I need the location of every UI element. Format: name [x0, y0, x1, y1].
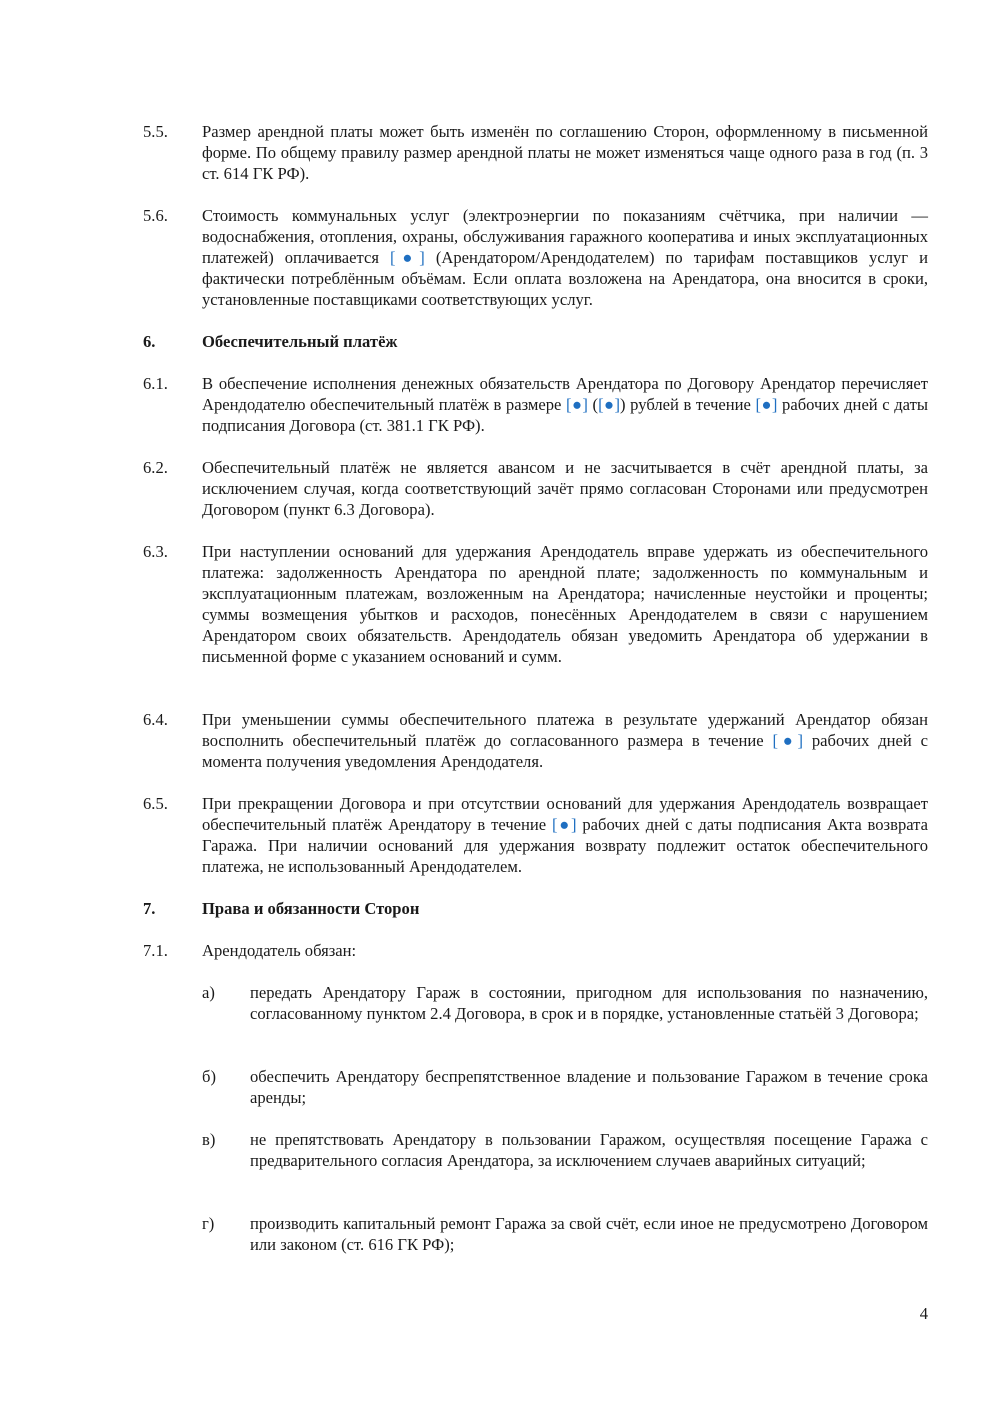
- clause-5-5: [143, 121, 928, 184]
- section-number: 6.: [143, 332, 156, 351]
- clause-number: 6.1.: [143, 374, 168, 393]
- clause-text: Арендодатель обязан:: [202, 941, 357, 960]
- placeholder-marker: [●]: [389, 248, 425, 267]
- placeholder-marker: [●]: [755, 395, 778, 414]
- clause-6-3: [143, 541, 928, 667]
- list-item-text: обеспечить Арендатору беспрепятственное владение и пользование Гаражом в течение срока аренды;: [250, 1067, 928, 1107]
- clause-number: 7.1.: [143, 941, 168, 960]
- clause-text: Размер арендной платы может быть изменён по соглашению Сторон, оформленному в письменной форме. По общему правилу размер арендной платы не может изменяться чаще одного раза в год (п. 3 ст. 614 ГК РФ).: [202, 122, 928, 183]
- placeholder-marker: [●]: [772, 731, 804, 750]
- clause-number: 6.4.: [143, 710, 168, 729]
- list-item: [202, 1066, 928, 1108]
- clause-number: 6.5.: [143, 794, 168, 813]
- clause-number: 5.6.: [143, 206, 168, 225]
- list-item-marker: а): [202, 983, 215, 1002]
- page-number: 4: [919, 1304, 928, 1323]
- list-item-text: не препятствовать Арендатору в пользовании Гаражом, осуществляя посещение Гаража с предварительного согласия Арендатора, за исключением случаев аварийных ситуаций;: [250, 1130, 928, 1170]
- list-item-marker: б): [202, 1067, 216, 1086]
- clause-text: При уменьшении суммы обеспечительного платежа в результате удержаний Арендатор обязан восполнить обеспечительный платёж до согласованного размера в течение [●] рабочих дней с момента получения уведомления Арендодателя.: [202, 710, 929, 771]
- placeholder-marker: [●]: [552, 815, 577, 834]
- section-title: Обеспечительный платёж: [202, 332, 398, 351]
- list-item-marker: в): [202, 1130, 216, 1149]
- section-heading-7: [143, 898, 928, 919]
- clause-text: При прекращении Договора и при отсутствии оснований для удержания Арендодатель возвращает обеспечительный платёж Арендатору в течение [●] рабочих дней с даты подписания Акта возврата Гаража. При наличии оснований для удержания возврату подлежит остаток обеспечительного платежа, не использованный Арендодателем.: [202, 794, 928, 876]
- section-heading-6: [143, 331, 928, 352]
- placeholder-marker: [●]: [598, 395, 621, 414]
- clause-5-6: [143, 205, 928, 310]
- clause-number: 5.5.: [143, 122, 168, 141]
- placeholder-marker: [●]: [566, 395, 588, 414]
- list-item-marker: г): [202, 1214, 215, 1233]
- clause-6-5: [143, 793, 928, 877]
- list-item: [202, 982, 928, 1024]
- clause-number: 6.2.: [143, 458, 168, 477]
- clause-text: Обеспечительный платёж не является авансом и не засчитывается в счёт арендной платы, за исключением случая, когда соответствующий зачёт прямо согласован Сторонами или предусмотрен Договором (пункт 6.3 Договора).: [202, 458, 928, 519]
- clause-7-1: [143, 940, 928, 961]
- clause-text: В обеспечение исполнения денежных обязательств Арендатора по Договору Арендатор перечисляет Арендодателю обеспечительный платёж в размере [●] ([●]) рублей в течение [●] рабочих дней с даты подписания Договора (ст. 381.1 ГК РФ).: [202, 374, 928, 435]
- clause-text: При наступлении оснований для удержания Арендодатель вправе удержать из обеспечительного платежа: задолженность Арендатора по арендной плате; задолженность по коммунальным и эксплуатационным платежам, возложенным на Арендатора; начисленные неустойки и проценты; суммы возмещения убытков и расходов, понесённых Арендодателем в связи с нарушением Арендатором своих обязательств. Арендодатель обязан уведомить Арендатора об удержании в письменной форме с указанием оснований и сумм.: [202, 542, 928, 666]
- section-number: 7.: [143, 899, 156, 918]
- clause-text: Стоимость коммунальных услуг (электроэнергии по показаниям счётчика, при наличии — водоснабжения, отопления, охраны, обслуживания гаражного кооператива и иных эксплуатационных платежей) оплачивается [●] (Арендатором/Арендодателем) по тарифам поставщиков услуг и фактически потреблённым объёмам. Если оплата возложена на Арендатора, она вносится в сроки, установленные поставщиками соответствующих услуг.: [202, 206, 928, 309]
- clause-6-1: [143, 373, 928, 436]
- list-item: [202, 1213, 928, 1255]
- list-item-text: передать Арендатору Гараж в состоянии, пригодном для использования по назначению, согласованному пунктом 2.4 Договора, в срок и в порядке, установленные статьёй 3 Договора;: [250, 983, 928, 1023]
- clause-number: 6.3.: [143, 542, 168, 561]
- list-item: [202, 1129, 928, 1171]
- list-item-text: производить капитальный ремонт Гаража за свой счёт, если иное не предусмотрено Договором или законом (ст. 616 ГК РФ);: [250, 1214, 928, 1254]
- clause-6-4: [143, 709, 928, 772]
- clause-6-2: [143, 457, 928, 520]
- section-title: Права и обязанности Сторон: [202, 899, 420, 918]
